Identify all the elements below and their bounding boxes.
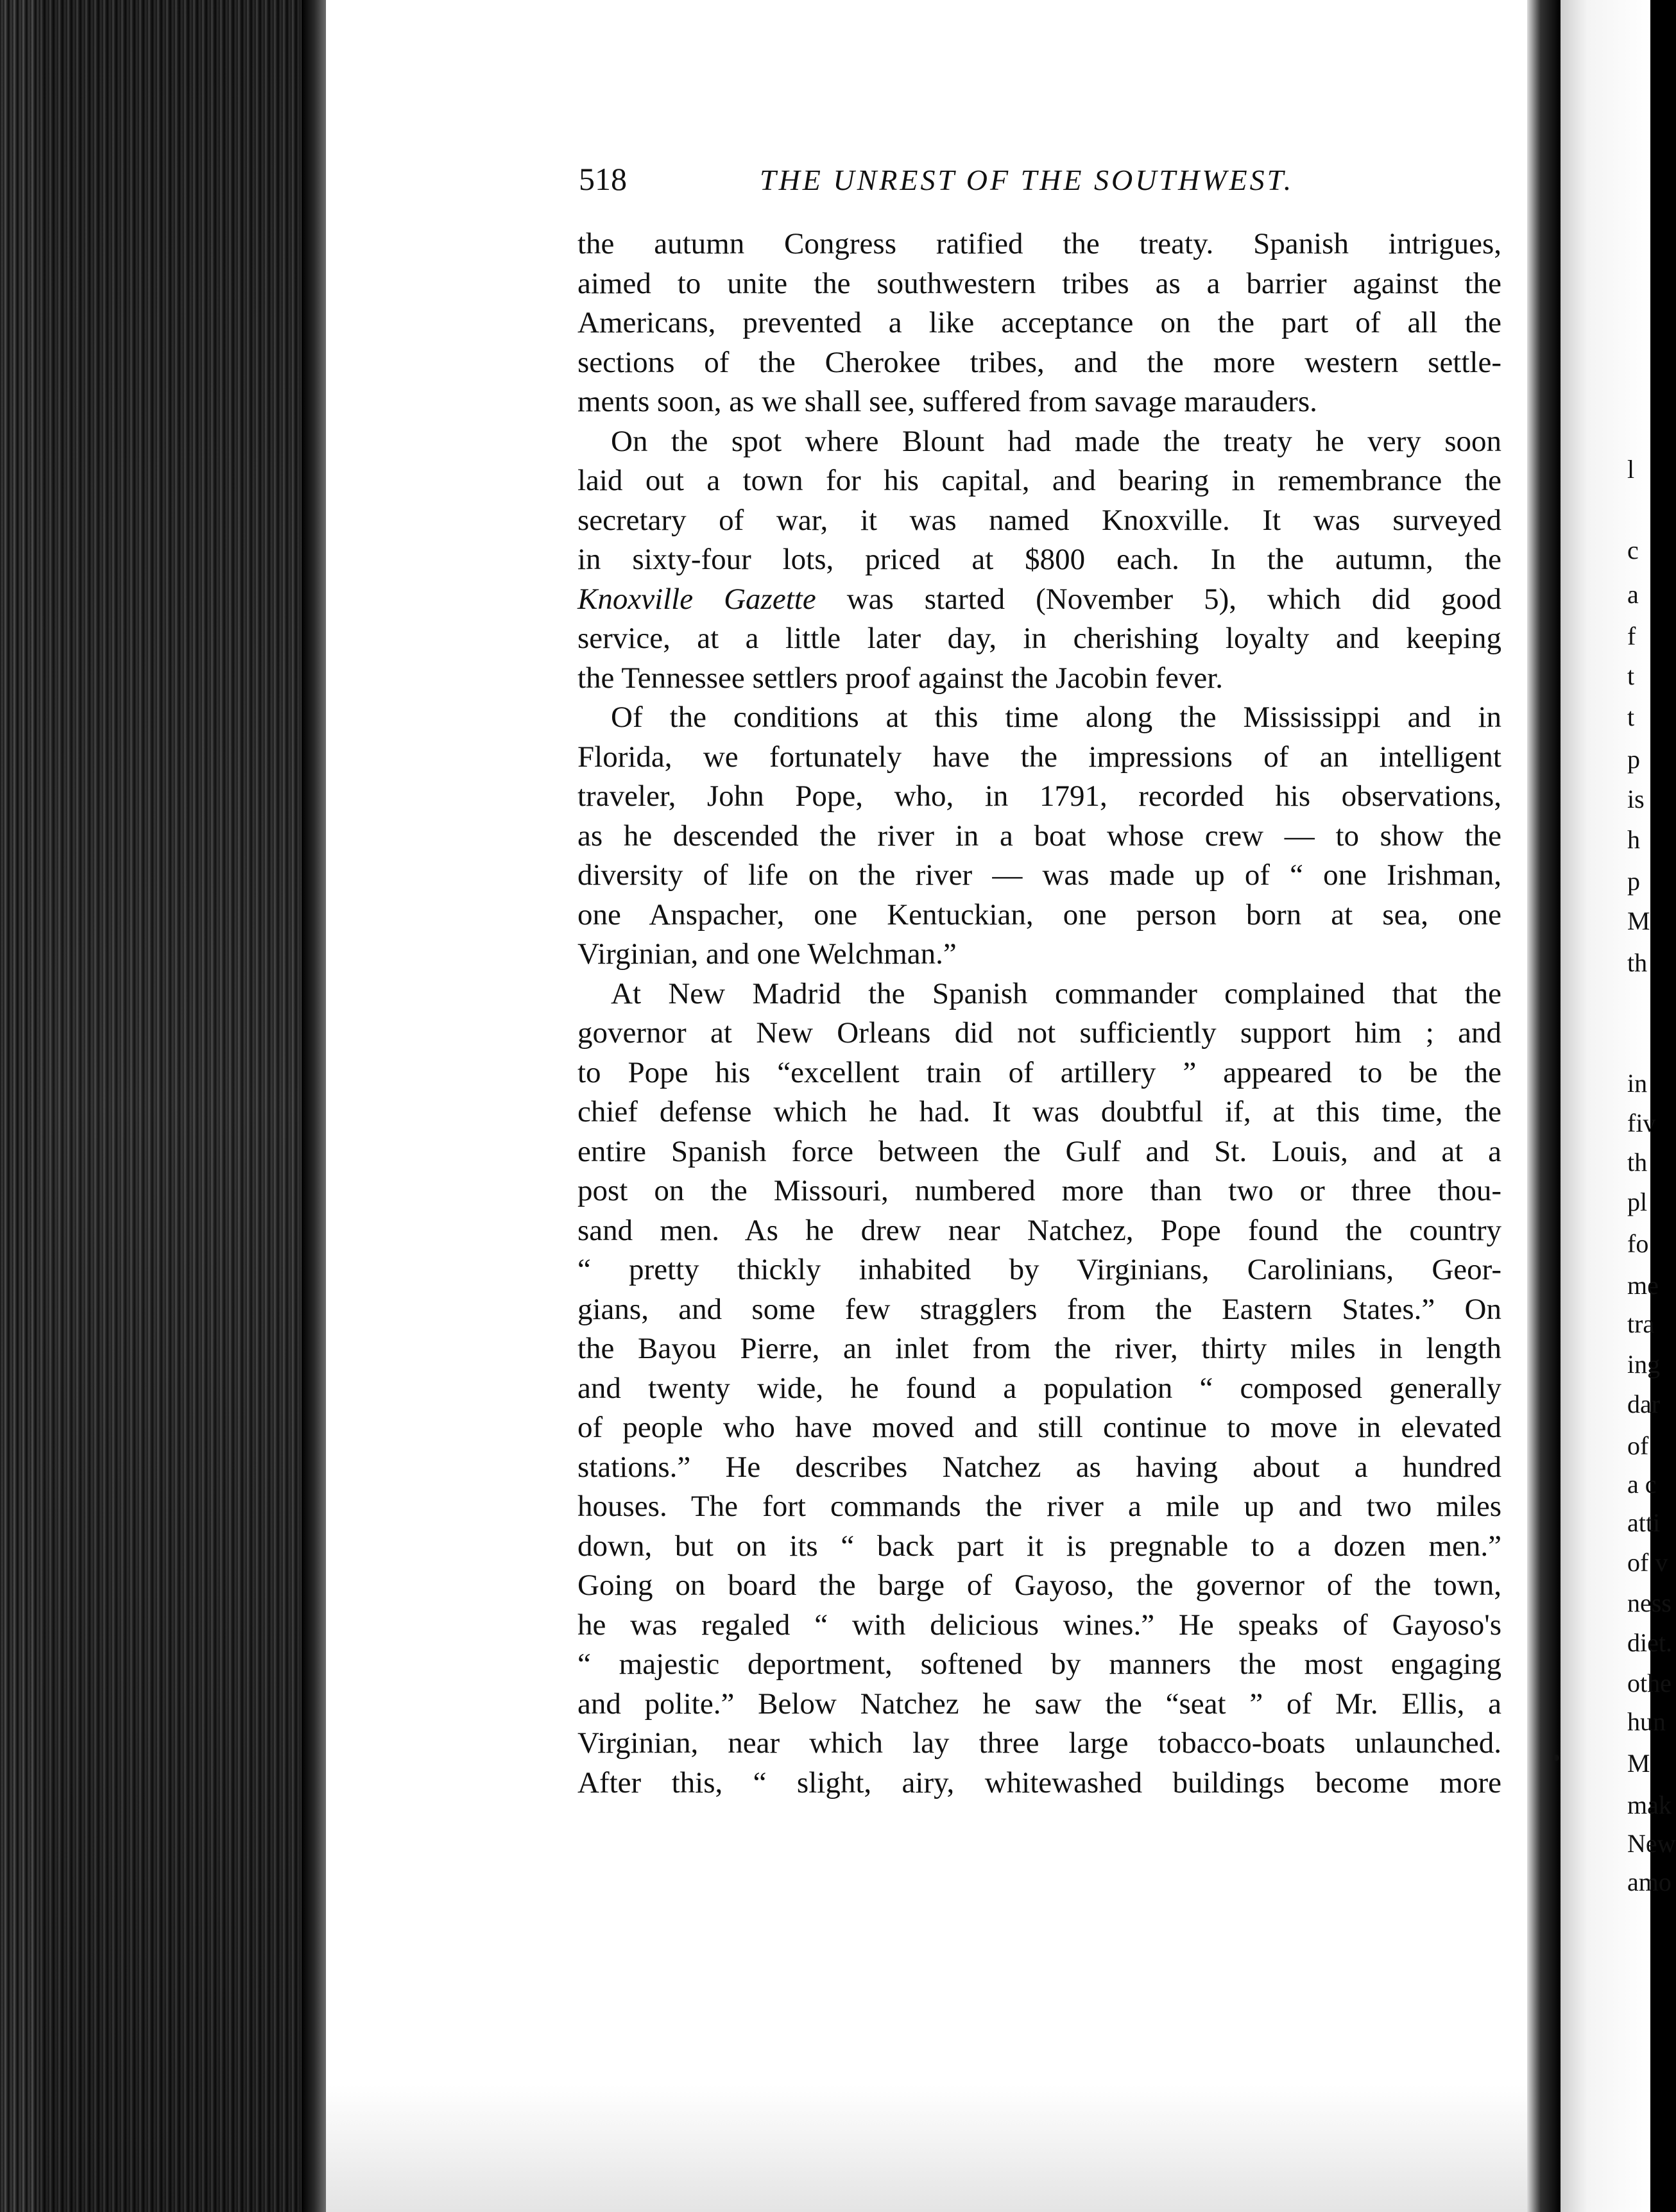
next-page-fragment: t bbox=[1627, 661, 1635, 690]
next-page-fragment: of bbox=[1627, 1431, 1649, 1460]
text-line: Florida, we fortunately have the impressions of an intelligent bbox=[577, 740, 1501, 774]
next-page-fragment: in bbox=[1627, 1069, 1648, 1098]
next-page-fragment: ing bbox=[1627, 1350, 1661, 1379]
next-page-fragment: c bbox=[1627, 536, 1639, 565]
next-page-fragment: New bbox=[1627, 1829, 1676, 1858]
page-bottom-shade bbox=[326, 2085, 1532, 2212]
text-line: the autumn Congress ratified the treaty. Spanish intrigues, bbox=[577, 227, 1501, 260]
next-page-fragment: a bbox=[1627, 580, 1639, 609]
next-page-fragment: f bbox=[1627, 622, 1636, 651]
text-line: down, but on its “ back part it is pregnable to a dozen men.” bbox=[577, 1529, 1501, 1563]
next-page-fragment: me bbox=[1627, 1271, 1659, 1300]
next-page-fragment: p bbox=[1627, 745, 1640, 774]
next-page-fragment: th bbox=[1627, 948, 1648, 977]
text-line: aimed to unite the southwestern tribes as a barrier against the bbox=[577, 266, 1501, 300]
text-line: stations.” He describes Natchez as having about a hundred bbox=[577, 1450, 1501, 1484]
text-line: service, at a little later day, in cherishing loyalty and keeping bbox=[577, 622, 1501, 655]
text-line: Knoxville Gazette was started (November 5), which did good bbox=[577, 582, 1501, 616]
text-line: gians, and some few stragglers from the Eastern States.” On bbox=[577, 1292, 1501, 1326]
book-gutter bbox=[1527, 0, 1561, 2212]
text-line: Americans, prevented a like acceptance on the part of all the bbox=[577, 306, 1501, 339]
text-line: secretary of war, it was named Knoxville. It was surveyed bbox=[577, 503, 1501, 537]
text-line: and polite.” Below Natchez he saw the “seat ” of Mr. Ellis, a bbox=[577, 1687, 1501, 1721]
text-line: Of the conditions at this time along the Mississippi and in bbox=[611, 701, 1501, 734]
text-line: sections of the Cherokee tribes, and the more western settle- bbox=[577, 345, 1501, 379]
text-line: “ majestic deportment, softened by manners the most engaging bbox=[577, 1647, 1501, 1681]
text-line: diversity of life on the river — was made up of “ one Irishman, bbox=[577, 858, 1501, 892]
newspaper-title: Knoxville Gazette bbox=[577, 582, 816, 616]
next-page-fragment: t bbox=[1627, 702, 1635, 731]
next-page-fragment: pl bbox=[1627, 1187, 1648, 1216]
text-line: Virginian, near which lay three large tobacco-boats unlaunched. bbox=[577, 1726, 1501, 1760]
next-page-fragment: amo bbox=[1627, 1867, 1672, 1896]
ink-dot bbox=[1553, 1755, 1559, 1761]
next-page-fragment: of v bbox=[1627, 1548, 1668, 1577]
text-line: and twenty wide, he found a population “ composed generally bbox=[577, 1371, 1501, 1405]
next-page-fragment: dar bbox=[1627, 1390, 1661, 1418]
text-line: of people who have moved and still continue to move in elevated bbox=[577, 1411, 1501, 1444]
next-page-fragment: th bbox=[1627, 1148, 1648, 1177]
text-line: laid out a town for his capital, and bearing in remembrance the bbox=[577, 464, 1501, 497]
running-head bbox=[579, 160, 1368, 205]
text-line: in sixty-four lots, priced at $800 each. In the autumn, the bbox=[577, 543, 1501, 576]
text-line: as he descended the river in a boat whose crew — to show the bbox=[577, 819, 1501, 853]
text-line: one Anspacher, one Kentuckian, one person born at sea, one bbox=[577, 898, 1501, 932]
text-line: ments soon, as we shall see, suffered from savage marauders. bbox=[577, 385, 1317, 418]
text-line: chief defense which he had. It was doubtful if, at this time, the bbox=[577, 1095, 1501, 1128]
next-page-fragment: p bbox=[1627, 867, 1640, 896]
text-line: traveler, John Pope, who, in 1791, recorded his observations, bbox=[577, 779, 1501, 813]
next-page-fragment: l bbox=[1627, 455, 1635, 484]
next-page-fragment: fiv bbox=[1627, 1109, 1656, 1137]
text-line: Virginian, and one Welchman.” bbox=[577, 937, 957, 971]
next-page-fragment: is bbox=[1627, 785, 1645, 813]
running-title: THE UNREST OF THE SOUTHWEST. bbox=[760, 164, 1294, 196]
text-line: he was regaled “ with delicious wines.” He speaks of Gayoso's bbox=[577, 1608, 1501, 1642]
text-line: On the spot where Blount had made the treaty he very soon bbox=[611, 424, 1501, 458]
text-line: governor at New Orleans did not sufficiently support him ; and bbox=[577, 1016, 1501, 1050]
next-page-fragment: fo bbox=[1627, 1229, 1649, 1258]
page-number: 518 bbox=[579, 161, 627, 197]
text-line: the Bayou Pierre, an inlet from the river, thirty miles in length bbox=[577, 1332, 1501, 1365]
text-line: post on the Missouri, numbered more than two or three thou- bbox=[577, 1174, 1501, 1207]
next-page-fragment: othe bbox=[1627, 1669, 1672, 1697]
text-line: sand men. As he drew near Natchez, Pope found the country bbox=[577, 1213, 1501, 1247]
book-fore-edge bbox=[0, 0, 327, 2212]
next-page-fragment: M bbox=[1627, 1749, 1650, 1778]
text-line: houses. The fort commands the river a mile up and two miles bbox=[577, 1490, 1501, 1523]
body-text bbox=[577, 225, 1501, 1803]
text-line: Going on board the barge of Gayoso, the governor of the town, bbox=[577, 1569, 1501, 1602]
next-page-fragment: M bbox=[1627, 906, 1650, 935]
next-page-fragment: mak bbox=[1627, 1791, 1672, 1819]
next-page-fragment: tra bbox=[1627, 1309, 1655, 1338]
text-line: entire Spanish force between the Gulf and St. Louis, and at a bbox=[577, 1134, 1501, 1168]
next-page-fragment: hun bbox=[1627, 1707, 1666, 1736]
next-page-fragment: ness bbox=[1627, 1588, 1672, 1617]
next-page-fragment: a c bbox=[1627, 1470, 1657, 1499]
next-page-fragment: h bbox=[1627, 825, 1640, 854]
text-line: the Tennessee settlers proof against the Jacobin fever. bbox=[577, 661, 1224, 695]
text-line: to Pope his “excellent train of artillery ” appeared to be the bbox=[577, 1055, 1501, 1089]
text-line: After this, “ slight, airy, whitewashed buildings become more bbox=[577, 1765, 1501, 1799]
text-line: “ pretty thickly inhabited by Virginians, Carolinians, Geor- bbox=[577, 1253, 1501, 1286]
next-page-fragment: diet. bbox=[1627, 1628, 1672, 1657]
text-line: At New Madrid the Spanish commander complained that the bbox=[611, 976, 1501, 1010]
next-page-fragment: atti bbox=[1627, 1508, 1661, 1537]
